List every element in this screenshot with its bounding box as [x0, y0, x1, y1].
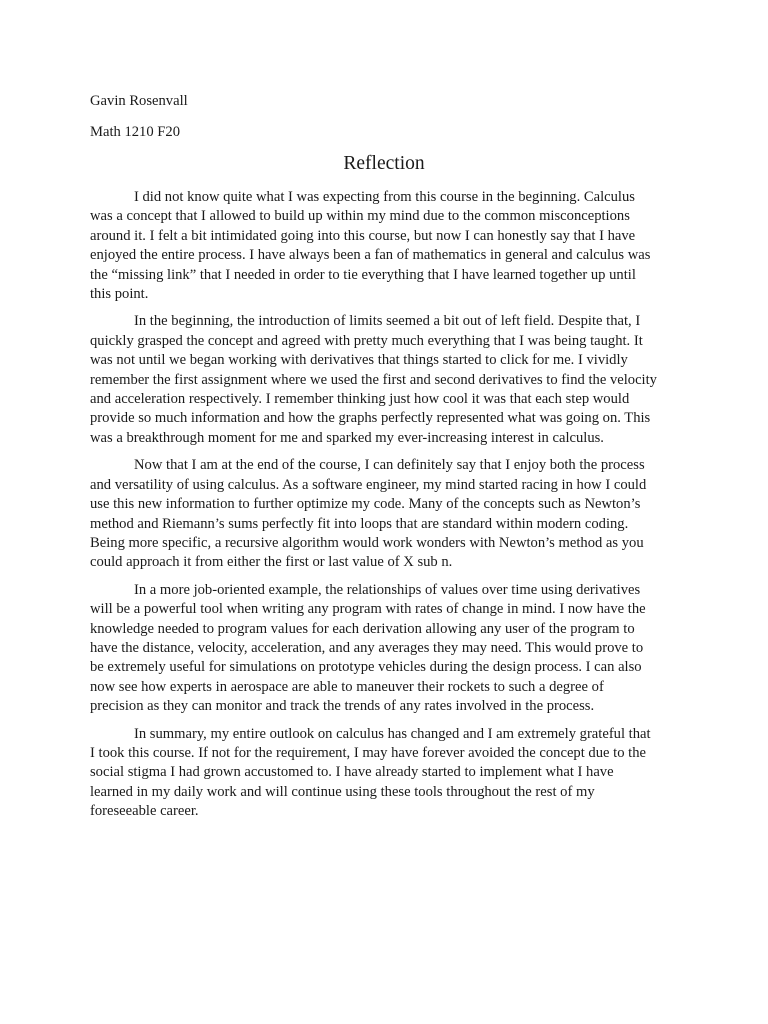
paragraph-line: was not until we began working with derivatives that things started to click for me. I vividly — [90, 352, 628, 369]
paragraph — [90, 312, 680, 448]
paragraph-line: knowledge needed to program values for each derivation allowing any user of the program to — [90, 620, 635, 637]
paragraph-line: around it. I felt a bit intimidated going into this course, but now I can honestly say that I have — [90, 227, 636, 244]
paragraph-line: and versatility of using calculus. As a software engineer, my mind started racing in how I could — [90, 476, 647, 493]
paragraph-line: precision as they can monitor and track the trends of any rates involved in the process. — [90, 698, 595, 715]
paragraph-line: In a more job-oriented example, the relationships of values over time using derivatives — [134, 581, 641, 598]
paragraph-line: I did not know quite what I was expecting from this course in the beginning. Calculus — [134, 189, 635, 205]
paragraph-line: Being more specific, a recursive algorithm would work wonders with Newton’s method as you — [90, 534, 644, 551]
paragraph-line: enjoyed the entire process. I have always been a fan of mathematics in general and calculus was — [90, 247, 651, 264]
paragraph-line: could approach it from either the first or last value of X sub n. — [90, 554, 453, 571]
paragraph-line: have the distance, velocity, acceleration, and any averages they may need. This would prove to — [90, 639, 644, 656]
course-label: Math 1210 F20 — [90, 124, 180, 140]
paragraph-line: social stigma I had grown accustomed to. I have already started to implement what I have — [90, 764, 614, 781]
paragraph-line: and acceleration respectively. I remember thinking just how cool it was that each step would — [90, 391, 630, 408]
paragraph-line: quickly grasped the concept and agreed with pretty much everything that I was being taught. It — [90, 332, 643, 349]
paragraph — [90, 725, 680, 822]
paragraph-line: Now that I am at the end of the course, I can definitely say that I enjoy both the process — [134, 457, 645, 474]
paragraph-line: method and Riemann’s sums perfectly fit into loops that are standard within modern coding. — [90, 515, 629, 532]
paragraph-line: will be a powerful tool when writing any program with rates of change in mind. I now have the — [90, 601, 646, 618]
paragraph — [90, 456, 680, 572]
paragraph-line: was a concept that I allowed to build up within my mind due to the common misconceptions — [90, 208, 630, 225]
paragraph-line: was a breakthrough moment for me and sparked my ever-increasing interest in calculus. — [90, 429, 604, 446]
paragraph-line: I took this course. If not for the requirement, I may have forever avoided the concept due to the — [90, 744, 646, 761]
document-title: Reflection — [343, 153, 425, 174]
paragraph — [90, 188, 680, 304]
paragraph-line: In summary, my entire outlook on calculus has changed and I am extremely grateful that — [134, 725, 651, 742]
paragraph — [90, 581, 680, 717]
document-body — [90, 188, 680, 830]
paragraph-line: be extremely useful for simulations on prototype vehicles during the design process. I can also — [90, 659, 642, 676]
paragraph-line: foreseeable career. — [90, 803, 199, 820]
author-name: Gavin Rosenvall — [90, 93, 188, 109]
paragraph-line: remember the first assignment where we used the first and second derivatives to find the velocity — [90, 371, 657, 388]
paragraph-line: learned in my daily work and will continue using these tools throughout the rest of my — [90, 783, 595, 800]
paragraph-line: this point. — [90, 286, 149, 303]
paragraph-line: use this new information to further optimize my code. Many of the concepts such as Newton’s — [90, 496, 641, 513]
paragraph-line: the “missing link” that I needed in order to tie everything that I have learned together up until — [90, 266, 636, 283]
paragraph-line: In the beginning, the introduction of limits seemed a bit out of left field. Despite that, I — [134, 313, 641, 330]
paragraph-line: provide so much information and how the graphs perfectly represented what was going on. This — [90, 410, 651, 427]
paragraph-line: now see how experts in aerospace are able to maneuver their rockets to such a degree of — [90, 678, 604, 695]
